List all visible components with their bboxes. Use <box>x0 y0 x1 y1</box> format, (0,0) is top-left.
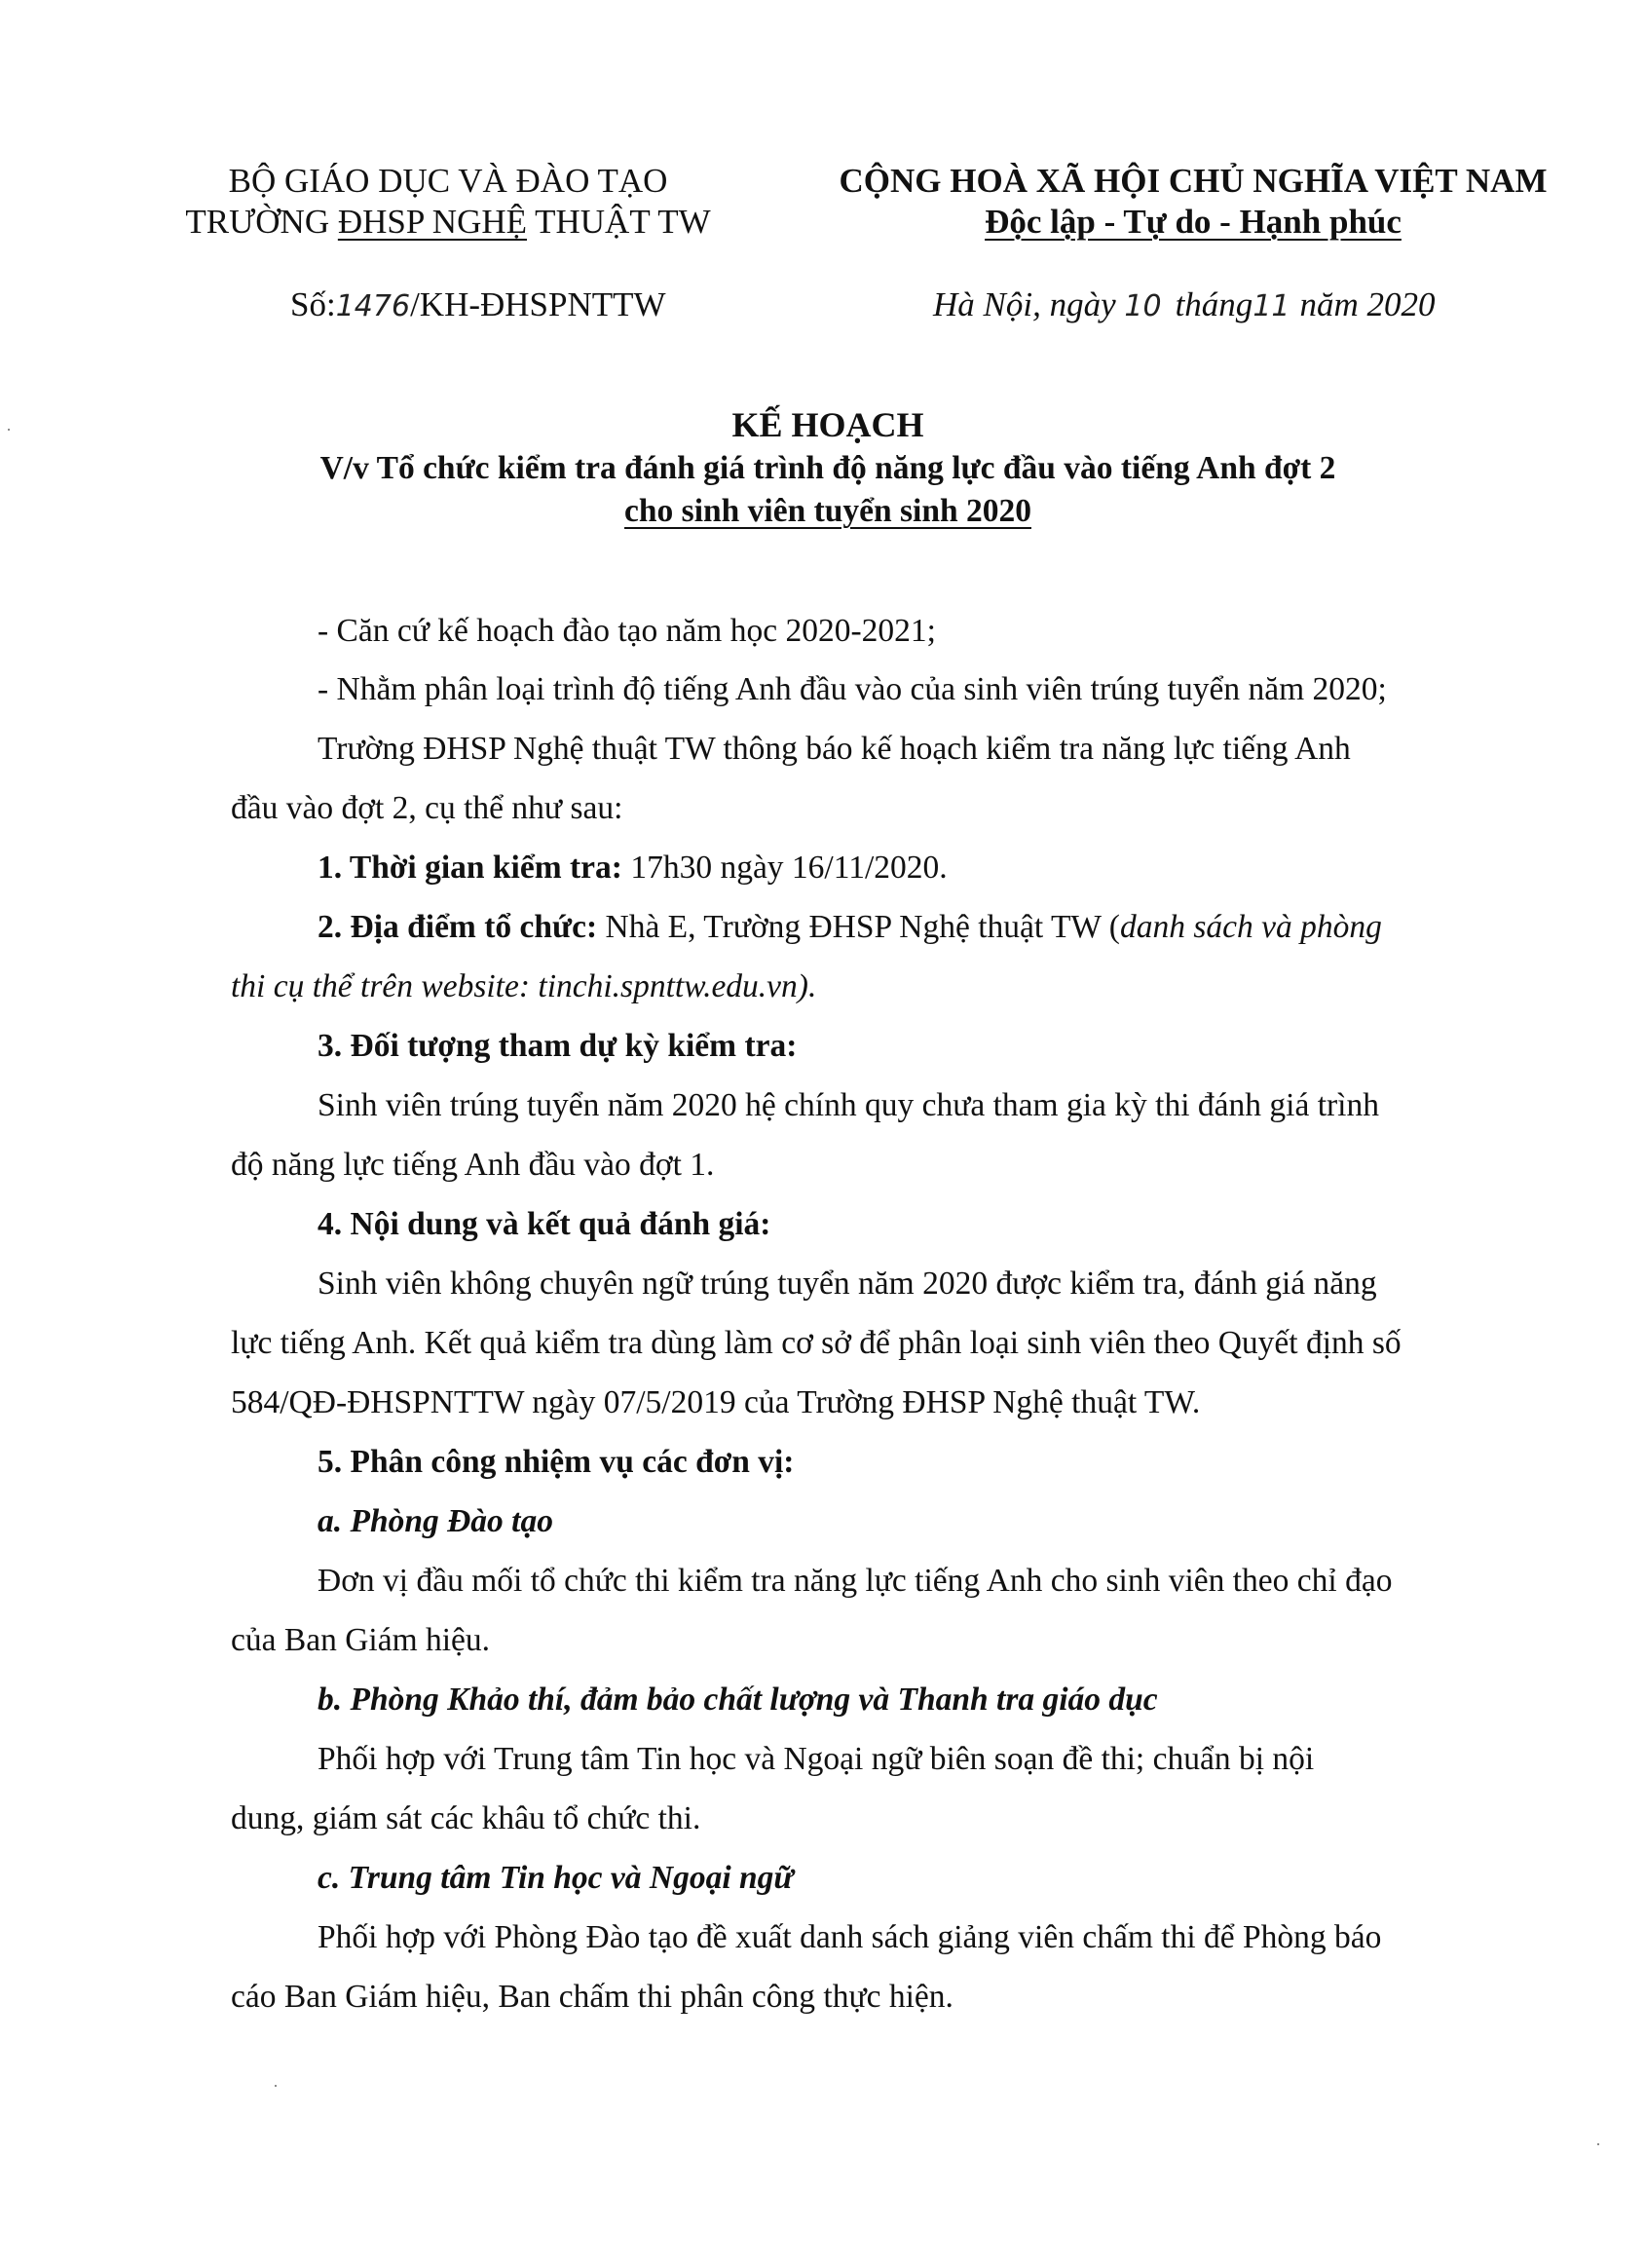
document-number-suffix: /KH-ĐHSPNTTW <box>410 285 666 323</box>
purpose-paragraph: - Nhằm phân loại trình độ tiếng Anh đầu vào của sinh viên trúng tuyển năm 2020; <box>318 671 1387 707</box>
basis-paragraph: - Căn cứ kế hoạch đào tạo năm học 2020-2021; <box>318 613 936 649</box>
motto-text: Độc lập - Tự do - Hạnh phúc <box>985 203 1402 241</box>
subsection-a-label: a. Phòng Đào tạo <box>318 1503 553 1539</box>
date-year: năm 2020 <box>1299 285 1436 323</box>
document-number-prefix: Số: <box>290 285 336 323</box>
subsection-a-line1: Đơn vị đầu mối tổ chức thi kiểm tra năng lực tiếng Anh cho sinh viên theo chỉ đạo <box>318 1563 1393 1599</box>
subsection-c-line2: cáo Ban Giám hiệu, Ban chấm thi phân công thực hiện. <box>231 1979 953 2015</box>
subsection-b-line2: dung, giám sát các khâu tổ chức thi. <box>231 1800 701 1836</box>
section-1-time <box>318 849 948 888</box>
subsection-b-label: b. Phòng Khảo thí, đảm bảo chất lượng và Thanh tra giáo dục <box>318 1682 1158 1718</box>
ministry-name: BỘ GIÁO DỤC VÀ ĐÀO TẠO <box>228 162 668 200</box>
section-3-line1: Sinh viên trúng tuyển năm 2020 hệ chính quy chưa tham gia kỳ thi đánh giá trình <box>318 1087 1379 1123</box>
document-title: KẾ HOẠCH <box>731 405 924 444</box>
document-number-handwritten: 1476 <box>335 289 411 323</box>
document-subject-line1: V/v Tổ chức kiểm tra đánh giá trình độ năng lực đầu vào tiếng Anh đợt 2 <box>319 450 1336 486</box>
school-name-prefix: TRƯỜNG <box>185 203 338 241</box>
intro-line2: đầu vào đợt 2, cụ thể như sau: <box>231 790 623 826</box>
section-2-label: 2. Địa điểm tổ chức: <box>318 909 598 945</box>
section-2-italic1: danh sách và phòng <box>1119 909 1382 945</box>
section-1-text: 17h30 ngày 16/11/2020. <box>621 850 948 886</box>
motto <box>808 202 1578 243</box>
document-number <box>290 284 666 327</box>
section-4-line2: lực tiếng Anh. Kết quả kiểm tra dùng làm cơ sở để phân loại sinh viên theo Quyết định số <box>231 1325 1402 1361</box>
school-name <box>156 202 740 243</box>
section-3-line2: độ năng lực tiếng Anh đầu vào đợt 1. <box>231 1147 715 1183</box>
date-month-label: tháng <box>1175 285 1253 323</box>
intro-line1: Trường ĐHSP Nghệ thuật TW thông báo kế hoạch kiểm tra năng lực tiếng Anh <box>318 731 1351 767</box>
section-2-location-line2: thi cụ thể trên website: tinchi.spnttw.edu.vn). <box>231 968 817 1004</box>
date-day-handwritten: 10 <box>1124 289 1162 323</box>
scan-speck <box>275 2085 277 2087</box>
section-4-label: 4. Nội dung và kết quả đánh giá: <box>318 1206 771 1242</box>
section-5-label: 5. Phân công nhiệm vụ các đơn vị: <box>318 1444 795 1480</box>
subsection-b-line1: Phối hợp với Trung tâm Tin học và Ngoại ngữ biên soạn đề thi; chuẩn bị nội <box>318 1741 1315 1777</box>
country-name: CỘNG HOÀ XÃ HỘI CHỦ NGHĨA VIỆT NAM <box>839 162 1548 200</box>
document-date <box>933 284 1436 327</box>
section-2-location-line1 <box>318 908 1382 947</box>
subsection-a-line2: của Ban Giám hiệu. <box>231 1622 491 1658</box>
section-4-line1: Sinh viên không chuyên ngữ trúng tuyển năm 2020 được kiểm tra, đánh giá năng <box>318 1266 1377 1302</box>
date-prefix: Hà Nội, ngày <box>933 285 1125 323</box>
section-2-text: Nhà E, Trường ĐHSP Nghệ thuật TW ( <box>597 909 1120 945</box>
subsection-c-label: c. Trung tâm Tin học và Ngoại ngữ <box>318 1860 794 1896</box>
date-month-handwritten: 11 <box>1252 289 1290 323</box>
school-name-underlined: ĐHSP NGHỆ <box>337 203 527 241</box>
document-subject-line2-text: cho sinh viên tuyển sinh 2020 <box>624 493 1031 529</box>
scan-speck <box>8 429 10 431</box>
section-3-label: 3. Đối tượng tham dự kỳ kiểm tra: <box>318 1028 798 1064</box>
section-1-label: 1. Thời gian kiểm tra: <box>318 850 622 886</box>
subsection-c-line1: Phối hợp với Phòng Đào tạo đề xuất danh sách giảng viên chấm thi để Phòng báo <box>318 1919 1382 1955</box>
section-4-line3: 584/QĐ-ĐHSPNTTW ngày 07/5/2019 của Trường ĐHSP Nghệ thuật TW. <box>231 1384 1201 1420</box>
document-subject-line2 <box>292 491 1364 532</box>
scan-speck <box>1597 2143 1599 2145</box>
school-name-suffix: THUẬT TW <box>527 203 711 241</box>
